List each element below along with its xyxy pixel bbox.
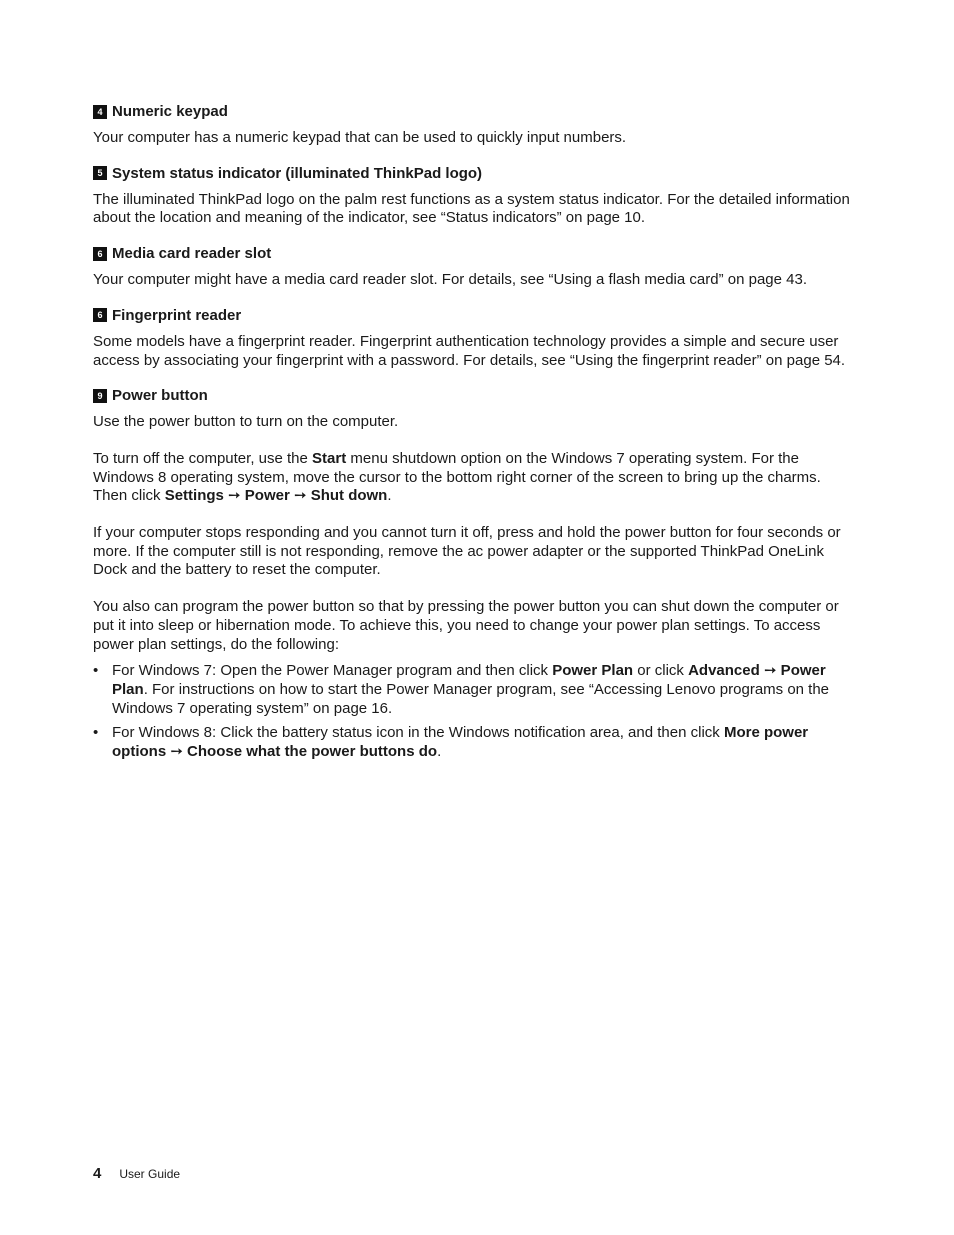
bold-run: More power options ➙ Choose what the power buttons do <box>112 724 809 761</box>
callout-number: 6 <box>93 247 107 261</box>
section-body: Your computer might have a media card reader slot. For details, see “Using a flash media card” on page 43. <box>93 271 807 289</box>
section-power-button <box>93 386 853 762</box>
callout-number: 9 <box>93 389 107 403</box>
bullet-marker: • <box>93 724 99 742</box>
section-body: Your computer has a numeric keypad that can be used to quickly input numbers. <box>93 129 627 146</box>
section-title: Media card reader slot <box>112 245 272 263</box>
bold-run: Settings ➙ Power ➙ Shut down <box>164 487 388 505</box>
section-title: Fingerprint reader <box>112 306 242 324</box>
document-page <box>93 102 853 778</box>
page-number: 4 <box>93 1165 102 1182</box>
text-run: . <box>437 743 442 761</box>
section-system-status-indicator <box>93 164 853 228</box>
callout-number: 6 <box>93 308 107 322</box>
bold-run: Power Plan <box>552 662 634 680</box>
page-footer <box>93 1165 180 1182</box>
bullet-list <box>93 662 853 762</box>
text-run: menu shutdown option on the Windows 7 operating system. For the Windows 8 operating system, move the cursor to the bottom right corner of the screen to bring up the charms. Then click <box>93 449 821 505</box>
section-numeric-keypad <box>93 102 853 148</box>
footer-label: User Guide <box>119 1167 181 1181</box>
power-paragraph-2 <box>93 450 853 506</box>
text-run: To turn off the computer, use the <box>93 449 313 467</box>
bullet-marker: • <box>93 662 99 680</box>
list-item <box>93 662 853 718</box>
bold-run: Advanced ➙ Power Plan <box>112 662 826 698</box>
section-fingerprint-reader <box>93 306 853 370</box>
section-media-card-reader <box>93 244 853 290</box>
power-paragraph-1: Use the power button to turn on the computer. <box>93 413 399 431</box>
section-title: Numeric keypad <box>112 103 228 120</box>
list-item <box>93 724 853 761</box>
callout-number: 4 <box>93 105 107 119</box>
section-body: The illuminated ThinkPad logo on the palm rest functions as a system status indicator. For the detailed information about the location and meaning of the indicator, see “Status indicators” on page 10. <box>93 190 850 227</box>
power-paragraph-4: You also can program the power button so that by pressing the power button you can shut down the computer or put it into sleep or hibernation mode. To achieve this, you need to change your power plan settings. To access power plan settings, do the following: <box>93 598 839 653</box>
text-run: For Windows 7: Open the Power Manager program and then click <box>112 662 553 680</box>
section-heading <box>93 164 853 183</box>
section-heading <box>93 102 853 121</box>
text-run: For Windows 8: Click the battery status icon in the Windows notification area, and then click <box>112 724 724 742</box>
power-paragraph-3: If your computer stops responding and you cannot turn it off, press and hold the power button for four seconds or more. If the computer still is not responding, remove the ac power adapter or the supported ThinkPad OneLink Dock and the battery to reset the computer. <box>93 524 841 579</box>
section-title: System status indicator (illuminated ThinkPad logo) <box>112 164 483 182</box>
section-body: Some models have a fingerprint reader. Fingerprint authentication technology provides a simple and secure user access by associating your fingerprint with a password. For details, see “Using the fingerprint reader” on page 54. <box>93 332 846 369</box>
section-heading <box>93 386 853 405</box>
section-title: Power button <box>112 387 208 405</box>
section-heading <box>93 244 853 263</box>
text-run: . For instructions on how to start the Power Manager program, see “Accessing Lenovo programs on the Windows 7 operating system” on page 16. <box>112 680 830 717</box>
callout-number: 5 <box>93 166 107 180</box>
section-heading <box>93 306 853 325</box>
text-run: . <box>387 487 392 505</box>
text-run: or click <box>633 662 689 680</box>
bold-run: Start <box>312 449 347 467</box>
